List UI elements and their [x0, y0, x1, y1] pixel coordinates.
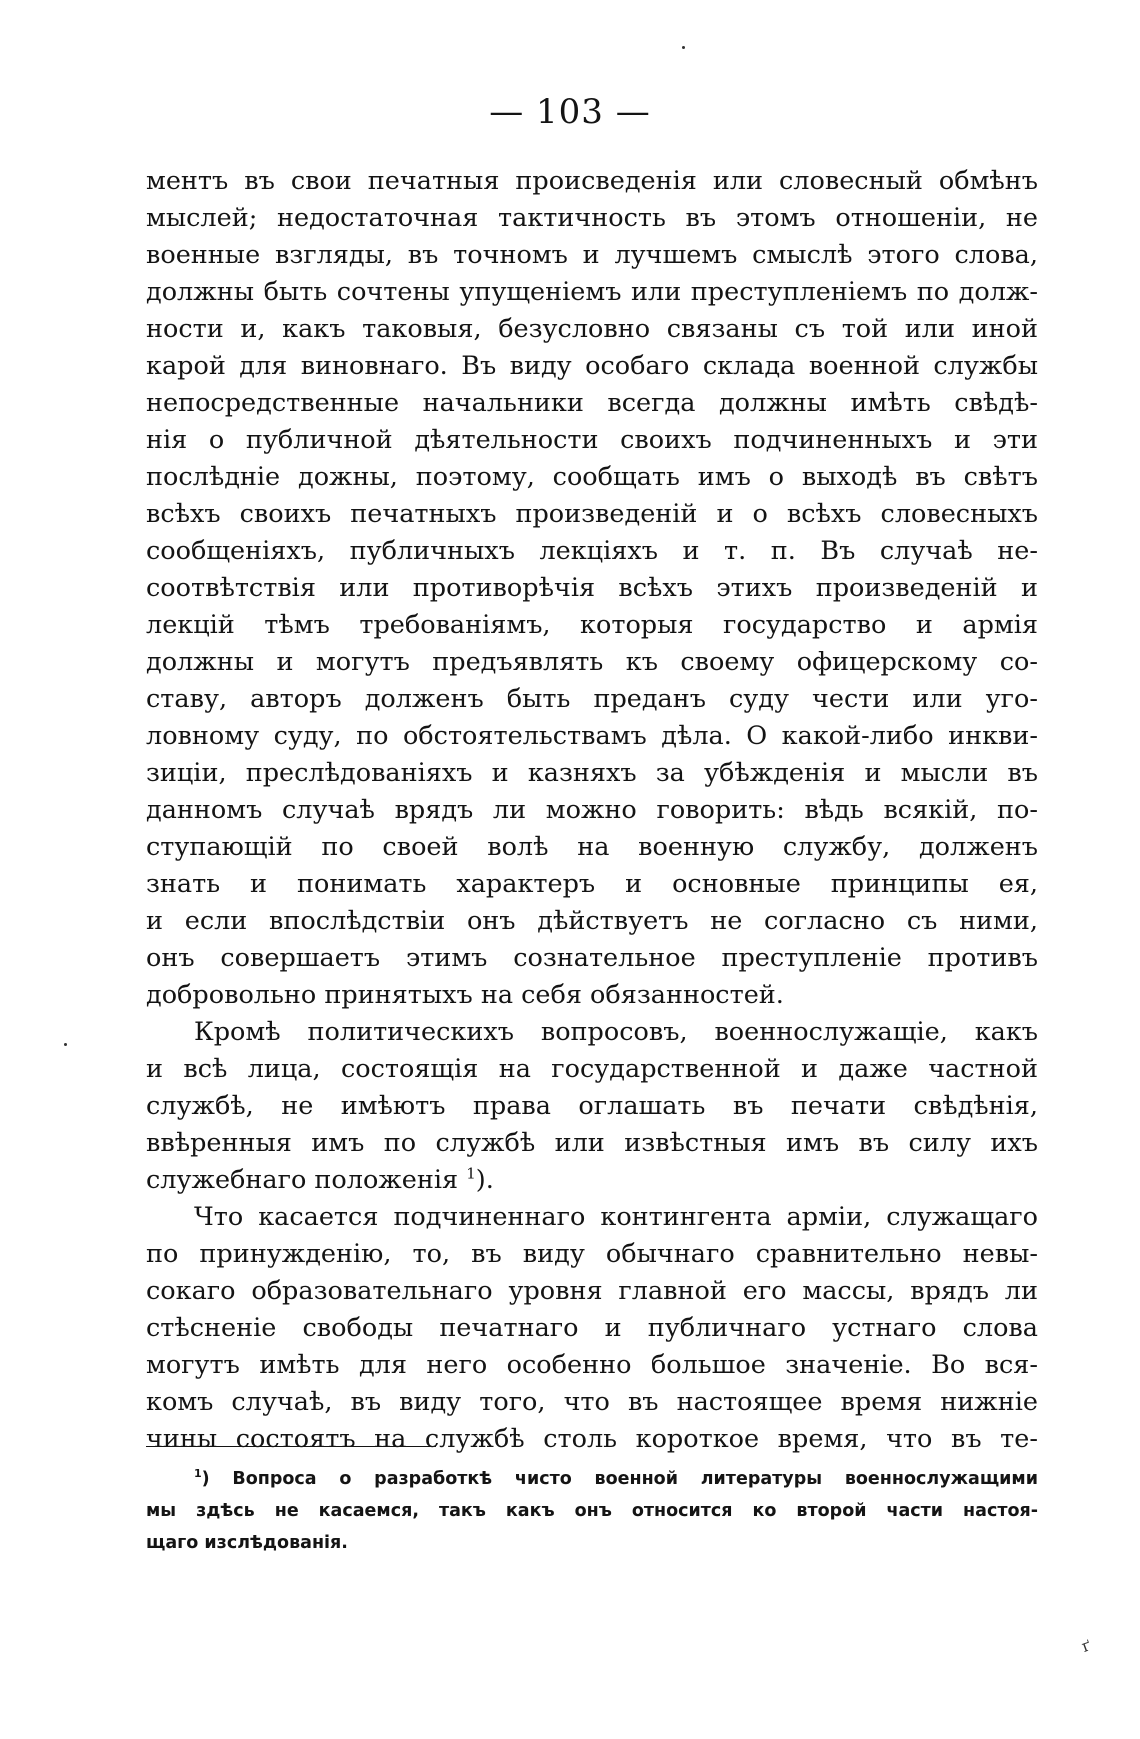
- text-line-text: ступающій по своей волѣ на военную службу, долженъ: [146, 832, 1038, 862]
- text-line: [146, 1273, 1038, 1310]
- footnote-line-text: мы здѣсь не касаемся, такъ какъ онъ относится ко второй части настоя-: [146, 1501, 1038, 1521]
- text-line: [146, 496, 1038, 533]
- text-line: [146, 1421, 1038, 1458]
- text-line-text: непосредственные начальники всегда должны имѣть свѣдѣ-: [146, 388, 1038, 418]
- text-line-text: и всѣ лица, состоящія на государственной и даже частной: [146, 1054, 1038, 1084]
- text-line-text: сообщеніяхъ, публичныхъ лекціяхъ и т. п. Въ случаѣ не-: [146, 536, 1038, 566]
- margin-mark: ґ: [1079, 1635, 1094, 1656]
- footnote-divider: [146, 1446, 436, 1447]
- text-line: [146, 829, 1038, 866]
- text-line-text: должны и могутъ предъявлять къ своему офицерскому со-: [146, 647, 1038, 677]
- footnote-reference: 1: [466, 1164, 476, 1183]
- text-line: [146, 459, 1038, 496]
- footnote-marker: 1: [194, 1467, 202, 1481]
- text-line-text: ментъ въ свои печатныя происведенія или словесный обмѣнъ: [146, 166, 1038, 196]
- text-line-text: мыслей; недостаточная тактичность въ этомъ отношеніи, не: [146, 203, 1038, 233]
- page-number: — 103 —: [489, 92, 651, 132]
- text-line-text: ловному суду, по обстоятельствамъ дѣла. О какой-либо инкви-: [146, 721, 1038, 751]
- text-line-text: знать и понимать характеръ и основные принципы ея,: [146, 869, 1038, 899]
- text-line-text: онъ совершаетъ этимъ сознательное преступленіе противъ: [146, 943, 1038, 973]
- text-line-text: службѣ, не имѣютъ права оглашать въ печати свѣдѣнія,: [146, 1091, 1038, 1121]
- text-line-text: сокаго образовательнаго уровня главной его массы, врядъ ли: [146, 1276, 1038, 1306]
- text-line: [146, 1347, 1038, 1384]
- text-line: [146, 533, 1038, 570]
- text-line-text: стѣсненіе свободы печатнаго и публичнаго устнаго слова: [146, 1313, 1038, 1343]
- text-line-tail: ).: [475, 1165, 494, 1195]
- text-line: [146, 422, 1038, 459]
- text-line: [146, 200, 1038, 237]
- text-line-text: военные взгляды, въ точномъ и лучшемъ смыслѣ этого слова,: [146, 240, 1038, 270]
- text-line-text: нія о публичной дѣятельности своихъ подчиненныхъ и эти: [146, 425, 1038, 455]
- text-line-text: ставу, авторъ долженъ быть преданъ суду чести или уго-: [146, 684, 1038, 714]
- text-line: [146, 274, 1038, 311]
- body-text: [146, 163, 1038, 1458]
- footnote-line: [146, 1463, 1038, 1495]
- text-line: [146, 1236, 1038, 1273]
- text-line-text: ввѣренныя имъ по службѣ или извѣстныя имъ въ силу ихъ: [146, 1128, 1038, 1158]
- text-line: [146, 1384, 1038, 1421]
- text-line: [146, 940, 1038, 977]
- text-line: [146, 903, 1038, 940]
- text-line-text: Кромѣ политическихъ вопросовъ, военнослужащіе, какъ: [194, 1017, 1038, 1047]
- text-line-text: комъ случаѣ, въ виду того, что въ настоящее время нижніе: [146, 1387, 1038, 1417]
- text-line-text: по принужденію, то, въ виду обычнаго сравнительно невы-: [146, 1239, 1038, 1269]
- text-line: [146, 866, 1038, 903]
- footnote-line: [146, 1527, 1038, 1559]
- text-line: [146, 1088, 1038, 1125]
- text-line: [146, 607, 1038, 644]
- text-line-text: соотвѣтствія или противорѣчія всѣхъ этихъ произведеній и: [146, 573, 1038, 603]
- text-line-text: добровольно принятыхъ на себя обязанностей.: [146, 980, 784, 1010]
- text-line: [146, 570, 1038, 607]
- footnote-line-text: щаго изслѣдованія.: [146, 1533, 348, 1553]
- speck-mark: [682, 46, 685, 49]
- text-line-text: карой для виновнаго. Въ виду особаго склада военной службы: [146, 351, 1038, 381]
- text-line: [146, 718, 1038, 755]
- text-line-text: и если впослѣдствіи онъ дѣйствуетъ не согласно съ ними,: [146, 906, 1038, 936]
- text-line-text: лекцій тѣмъ требованіямъ, которыя государство и армія: [146, 610, 1038, 640]
- footnote-line: [146, 1495, 1038, 1527]
- text-line-text: послѣдніе дожны, поэтому, сообщать имъ о выходѣ въ свѣтъ: [146, 462, 1038, 492]
- text-line: [146, 1162, 1038, 1199]
- text-line: [146, 644, 1038, 681]
- text-line: [146, 348, 1038, 385]
- text-line: [146, 385, 1038, 422]
- text-line: [146, 163, 1038, 200]
- text-line: [146, 755, 1038, 792]
- text-line: [146, 237, 1038, 274]
- speck-mark: [64, 1043, 67, 1046]
- text-line-text: служебнаго положенія: [146, 1165, 467, 1195]
- footnote-line-text: ) Вопроса о разработкѣ чисто военной литературы военнослужащими: [201, 1469, 1038, 1489]
- text-line-text: чины состоятъ на службѣ столь короткое время, что въ те-: [146, 1424, 1038, 1454]
- text-line: [146, 1199, 1038, 1236]
- text-line: [146, 977, 1038, 1014]
- text-line-text: всѣхъ своихъ печатныхъ произведеній и о всѣхъ словесныхъ: [146, 499, 1038, 529]
- text-line: [146, 1051, 1038, 1088]
- text-line: [146, 681, 1038, 718]
- footnote: [146, 1463, 1038, 1559]
- text-line: [146, 1310, 1038, 1347]
- text-line-text: данномъ случаѣ врядъ ли можно говорить: вѣдь всякій, по-: [146, 795, 1038, 825]
- text-line-text: зиціи, преслѣдованіяхъ и казняхъ за убѣжденія и мысли въ: [146, 758, 1038, 788]
- text-line-text: Что касается подчиненнаго контингента арміи, служащаго: [194, 1202, 1038, 1232]
- text-line-text: могутъ имѣть для него особенно большое значеніе. Во вся-: [146, 1350, 1038, 1380]
- text-line: [146, 311, 1038, 348]
- text-line: [146, 792, 1038, 829]
- text-line: [146, 1125, 1038, 1162]
- text-line-text: должны быть сочтены упущеніемъ или преступленіемъ по долж-: [146, 277, 1038, 307]
- text-line-text: ности и, какъ таковыя, безусловно связаны съ той или иной: [146, 314, 1038, 344]
- text-line: [146, 1014, 1038, 1051]
